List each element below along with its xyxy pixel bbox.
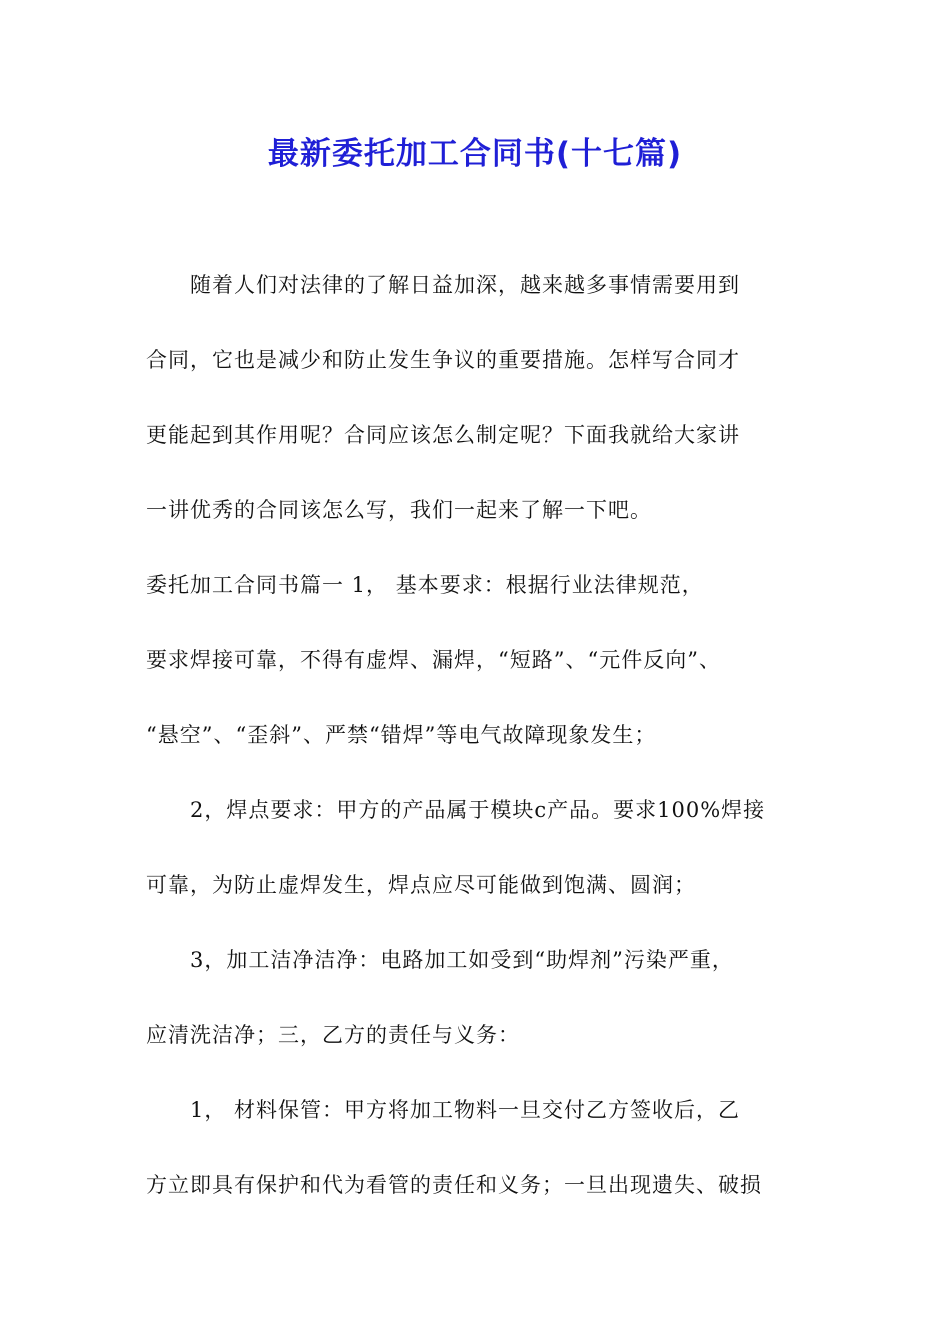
paragraph-line: 可靠，为防止虚焊发生，焊点应尽可能做到饱满、圆润； (146, 873, 696, 897)
paragraph-line: 应清洗洁净；三，乙方的责任与义务： (146, 1023, 520, 1047)
paragraph-line: 随着人们对法律的了解日益加深，越来越多事情需要用到 (190, 273, 740, 297)
paragraph-line: 一讲优秀的合同该怎么写，我们一起来了解一下吧。 (146, 498, 652, 522)
paragraph-line: 1， 材料保管：甲方将加工物料一旦交付乙方签收后，乙 (190, 1098, 741, 1122)
paragraph-line: 合同，它也是减少和防止发生争议的重要措施。怎样写合同才 (146, 348, 740, 372)
paragraph-line: 2，焊点要求：甲方的产品属于模块c产品。要求100%焊接 (190, 798, 766, 822)
paragraph-line: 方立即具有保护和代为看管的责任和义务；一旦出现遗失、破损 (146, 1173, 762, 1197)
section-heading-line: 委托加工合同书篇一 1， 基本要求：根据行业法律规范， (146, 573, 704, 597)
paragraph-line: 更能起到其作用呢？合同应该怎么制定呢？下面我就给大家讲 (146, 423, 740, 447)
paragraph-line: 3，加工洁净洁净：电路加工如受到“助焊剂”污染严重， (190, 948, 734, 972)
document-title: 最新委托加工合同书(十七篇) (267, 136, 683, 172)
paragraph-line: 要求焊接可靠，不得有虚焊、漏焊，“短路”、“元件反向”、 (146, 648, 721, 672)
paragraph-line: “悬空”、“歪斜”、严禁“错焊”等电气故障现象发生； (146, 723, 657, 747)
